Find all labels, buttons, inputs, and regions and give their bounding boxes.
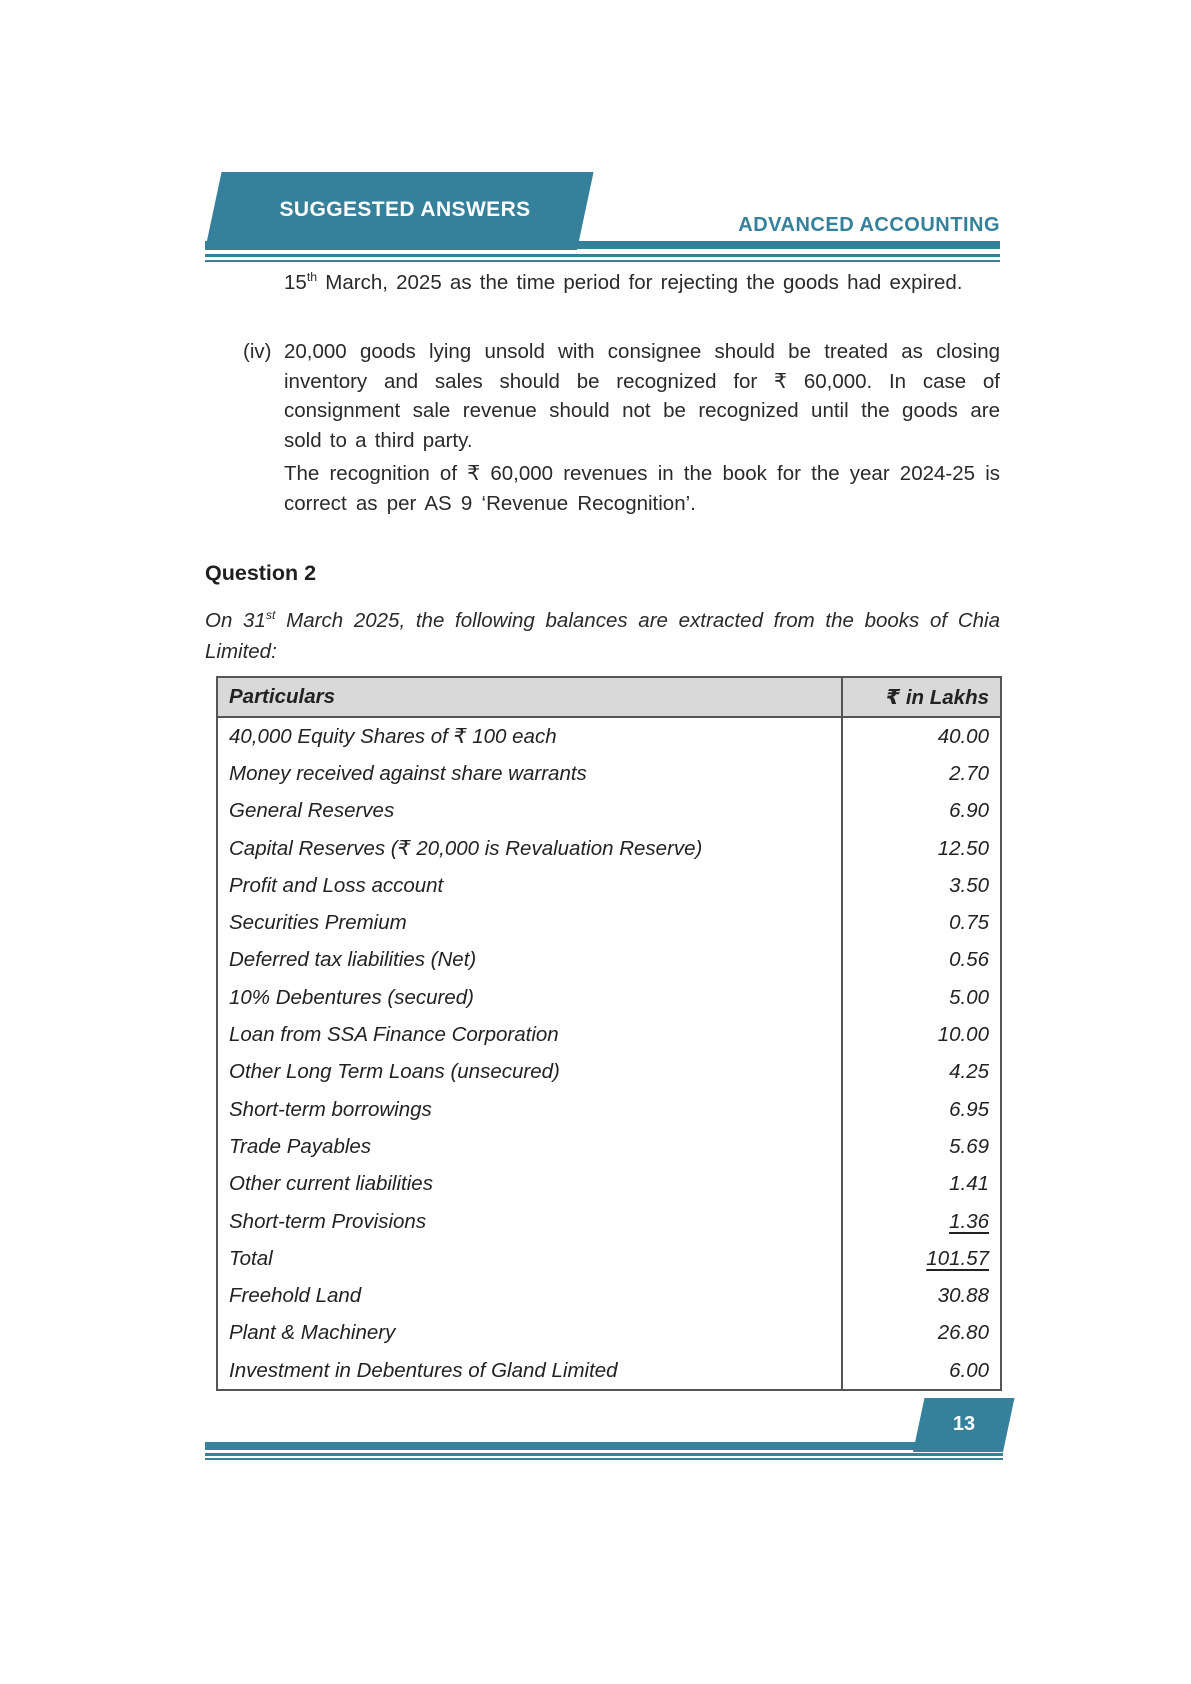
- table-row: [217, 1091, 1001, 1128]
- column-header-amount: ₹ in Lakhs: [842, 677, 1001, 717]
- list-item-iv: [243, 337, 1000, 455]
- row-label: Money received against share warrants: [229, 761, 587, 785]
- column-header-particulars: Particulars: [217, 677, 842, 717]
- table-row: [217, 1240, 1001, 1277]
- row-label: Deferred tax liabilities (Net): [229, 948, 477, 972]
- ordinal-suffix: st: [265, 608, 276, 623]
- table-row: [217, 1352, 1001, 1390]
- row-label: Trade Payables: [229, 1134, 372, 1158]
- table-row: [217, 979, 1001, 1016]
- table-row: [217, 1054, 1001, 1091]
- table-row: [217, 1128, 1001, 1165]
- balances-table: [216, 676, 1002, 1391]
- row-label: 10% Debentures (secured): [229, 985, 474, 1009]
- row-value: 0.56: [842, 942, 1001, 979]
- row-value: 4.25: [842, 1054, 1001, 1091]
- page-number: 13: [952, 1413, 976, 1435]
- table-row: [217, 867, 1001, 904]
- row-value: 0.75: [842, 904, 1001, 941]
- list-item-marker: (iv): [243, 340, 272, 363]
- underlined-value: 101.57: [926, 1246, 989, 1270]
- row-value: 12.50: [842, 830, 1001, 867]
- table-header-row: [217, 677, 1001, 717]
- row-value: [842, 1203, 1001, 1240]
- question-intro-start: On 31: [205, 609, 266, 632]
- row-value: 10.00: [842, 1016, 1001, 1053]
- table-row: [217, 755, 1001, 792]
- subject-title: ADVANCED ACCOUNTING: [738, 214, 1000, 236]
- row-value: 3.50: [842, 867, 1001, 904]
- table-row: [217, 1016, 1001, 1053]
- question-intro: [205, 605, 1000, 667]
- row-label: Other Long Term Loans (unsecured): [229, 1060, 560, 1084]
- row-label: General Reserves: [229, 799, 395, 823]
- question-heading: Question 2: [205, 561, 317, 585]
- page-number-badge: [913, 1398, 1014, 1452]
- paragraph-recognition: The recognition of ₹ 60,000 revenues in the book for the year 2024-25 is correct as per AS 9 ‘Revenue Recognition’.: [284, 462, 1000, 515]
- header-banner: [205, 172, 594, 250]
- row-value: 5.00: [842, 979, 1001, 1016]
- row-value: 6.90: [842, 793, 1001, 830]
- paragraph-expired-text: March, 2025 as the time period for rejecting the goods had expired.: [317, 271, 963, 294]
- table-row: [217, 1166, 1001, 1203]
- row-value: [842, 1240, 1001, 1277]
- row-label: 40,000 Equity Shares of ₹ 100 each: [229, 725, 557, 749]
- row-label: Securities Premium: [229, 911, 407, 935]
- footer-rule-thick: [205, 1442, 1003, 1450]
- row-value: 6.95: [842, 1091, 1001, 1128]
- row-value: 40.00: [842, 717, 1001, 755]
- row-label: Profit and Loss account: [229, 873, 444, 897]
- row-label: Other current liabilities: [229, 1172, 433, 1196]
- row-value: 2.70: [842, 755, 1001, 792]
- row-value: 30.88: [842, 1277, 1001, 1314]
- list-item-text: 20,000 goods lying unsold with consignee should be treated as closing inventory and sales should be recognized for ₹ 60,000. In case of consignment sale revenue should not be recognized until the goods are sold to a third party.: [284, 340, 1000, 452]
- underlined-value: 1.36: [949, 1209, 989, 1233]
- table-row: [217, 717, 1001, 755]
- row-label: Short-term Provisions: [229, 1209, 427, 1233]
- row-value: 1.41: [842, 1166, 1001, 1203]
- ordinal-suffix: th: [306, 270, 318, 285]
- table-row: [217, 1315, 1001, 1352]
- question-intro-text: March 2025, the following balances are extracted from the books of Chia Limited:: [205, 609, 1000, 663]
- footer-rule-hairline: [205, 1458, 1003, 1460]
- paragraph-expired-number: 15: [284, 271, 307, 294]
- row-value: 5.69: [842, 1128, 1001, 1165]
- row-label: Loan from SSA Finance Corporation: [229, 1023, 559, 1047]
- footer-rule-thin: [205, 1453, 1003, 1456]
- row-label: Freehold Land: [229, 1284, 362, 1308]
- table-row: [217, 793, 1001, 830]
- table-row: [217, 1203, 1001, 1240]
- row-label: Short-term borrowings: [229, 1097, 432, 1121]
- row-label: Total: [229, 1246, 273, 1270]
- table-row: [217, 1277, 1001, 1314]
- row-value: 6.00: [842, 1352, 1001, 1390]
- row-label: Capital Reserves (₹ 20,000 is Revaluation Reserve): [229, 837, 703, 861]
- row-label: Investment in Debentures of Gland Limited: [229, 1358, 618, 1382]
- table-row: [217, 830, 1001, 867]
- header-rule-hairline: [205, 260, 1000, 262]
- row-value: 26.80: [842, 1315, 1001, 1352]
- row-label: Plant & Machinery: [229, 1321, 396, 1345]
- table-row: [217, 904, 1001, 941]
- table-row: [217, 942, 1001, 979]
- header-banner-label: SUGGESTED ANSWERS: [279, 198, 531, 221]
- paragraph-expired: [284, 268, 1000, 298]
- header-rule-thin: [205, 254, 1000, 257]
